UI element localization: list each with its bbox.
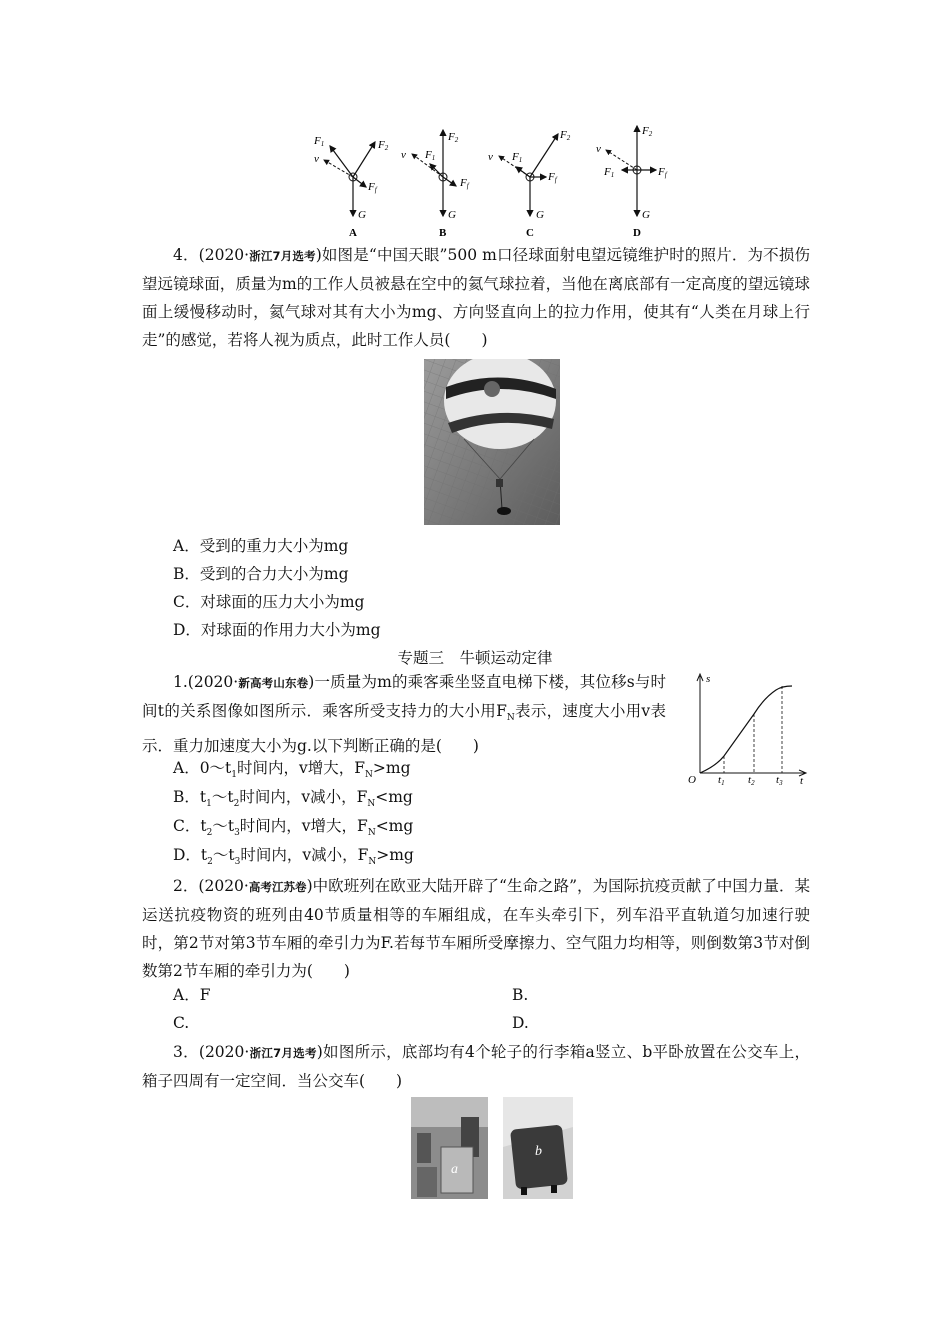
q1-option-b[interactable]: B．$t_1\sim t_2$时间内，v减小，$F_N<mg$ — [173, 788, 413, 810]
svg-text:F2: F2 — [560, 129, 571, 142]
q1-option-a[interactable]: A．$0\sim t_1$时间内，v增大，$F_N>mg$ — [173, 759, 411, 781]
s-axis-label: s — [706, 673, 711, 685]
force-diagrams — [300, 120, 690, 238]
source-tag: 新高考山东卷 — [238, 676, 309, 690]
question-4-stem: 4．(2020·浙江7月选考)如图是“中国天眼”500 m口径球面射电望远镜维护时的照片．为不损伤望远镜球面，质量为m的工作人员被悬在空中的氦气球拉着，当他在离底部有一定高度的望远镜球面上缓慢移动时，氦气球对其有大小为mg、方向竖直向上的拉力作用，使其有“人类在月球上行走”的感觉，若将人视为质点，此时工作人员( ) — [142, 246, 810, 349]
svg-text:F1: F1 — [512, 151, 523, 164]
svg-text:Ff: Ff — [658, 166, 667, 179]
q1-option-d[interactable]: D．$t_2\sim t_3$时间内，v减小，$F_N>mg$ — [173, 846, 414, 868]
svg-text:F1: F1 — [314, 135, 325, 148]
svg-text:v: v — [596, 143, 601, 155]
q4-option-a[interactable]: A．受到的重力大小为mg — [173, 537, 349, 555]
caption-c: C — [526, 227, 534, 238]
svg-text:v: v — [488, 151, 493, 163]
svg-text:G: G — [536, 209, 544, 221]
svg-text:v: v — [401, 149, 406, 161]
svg-text:F2: F2 — [642, 125, 653, 138]
q2-option-d[interactable]: D. — [512, 1014, 529, 1032]
caption-d: D — [633, 227, 641, 238]
q2-option-c[interactable]: C. — [173, 1014, 190, 1032]
diagram-a — [324, 142, 375, 216]
svg-text:F2: F2 — [378, 139, 389, 152]
source-tag: 浙江7月选考 — [249, 249, 316, 263]
luggage-b-label: b — [535, 1144, 542, 1159]
question-1-stem: 1.(2020·新高考山东卷)一质量为m的乘客乘坐竖直电梯下楼，其位移s与时间t的关系图像如图所示．乘客所受支持力的大小用$F_N$表示，速度大小用v表示．重力加速度大小为g.以下判断正确的是( ) — [142, 673, 667, 756]
svg-text:G: G — [358, 209, 366, 221]
source-tag: 高考江苏卷 — [248, 880, 307, 894]
svg-text:v: v — [314, 153, 319, 165]
svg-text:t3: t3 — [776, 774, 783, 786]
caption-b: B — [439, 227, 447, 238]
q4-option-d[interactable]: D．对球面的作用力大小为mg — [173, 621, 381, 639]
luggage-a-label: a — [451, 1162, 458, 1177]
q4-option-b[interactable]: B．受到的合力大小为mg — [173, 565, 349, 583]
origin-label: O — [688, 774, 696, 786]
svg-text:Ff: Ff — [548, 171, 557, 184]
source-tag: 浙江7月选考 — [249, 1046, 317, 1060]
section-title: 专题三 牛顿运动定律 — [397, 649, 553, 667]
balloon-photo — [424, 359, 560, 525]
svg-text:t2: t2 — [748, 774, 755, 786]
svg-text:Ff: Ff — [460, 177, 469, 190]
question-2-stem: 2．(2020·高考江苏卷)中欧班列在欧亚大陆开辟了“生命之路”，为国际抗疫贡献了中国力量．某运送抗疫物资的班列由40节质量相等的车厢组成，在车头牵引下，列车沿平直轨道匀加速行驶时，第2节对第3节车厢的牵引力为F.若每节车厢所受摩擦力、空气阻力均相等，则倒数第3节对倒数第2节车厢的牵引力为( ) — [142, 877, 811, 980]
svg-text:F2: F2 — [448, 131, 459, 144]
svg-text:G: G — [642, 209, 650, 221]
question-3-stem: 3．(2020·浙江7月选考)如图所示，底部均有4个轮子的行李箱a竖立、b平卧放置在公交车上，箱子四周有一定空间．当公交车( ) — [142, 1043, 810, 1090]
q4-option-c[interactable]: C．对球面的压力大小为mg — [173, 593, 365, 611]
luggage-photo-b — [503, 1097, 573, 1199]
caption-a: A — [349, 227, 357, 238]
s-t-graph — [684, 670, 814, 786]
svg-text:F1: F1 — [604, 166, 615, 179]
svg-text:F1: F1 — [425, 149, 436, 162]
q2-option-b[interactable]: B. — [512, 986, 529, 1004]
q1-option-c[interactable]: C．$t_2\sim t_3$时间内，v增大，$F_N<mg$ — [173, 817, 414, 839]
luggage-photo-a — [411, 1097, 488, 1199]
t-axis-label: t — [800, 775, 804, 786]
svg-text:t1: t1 — [718, 774, 725, 786]
q2-option-a[interactable]: A．F — [173, 986, 211, 1004]
svg-text:Ff: Ff — [368, 181, 377, 194]
svg-text:G: G — [448, 209, 456, 221]
